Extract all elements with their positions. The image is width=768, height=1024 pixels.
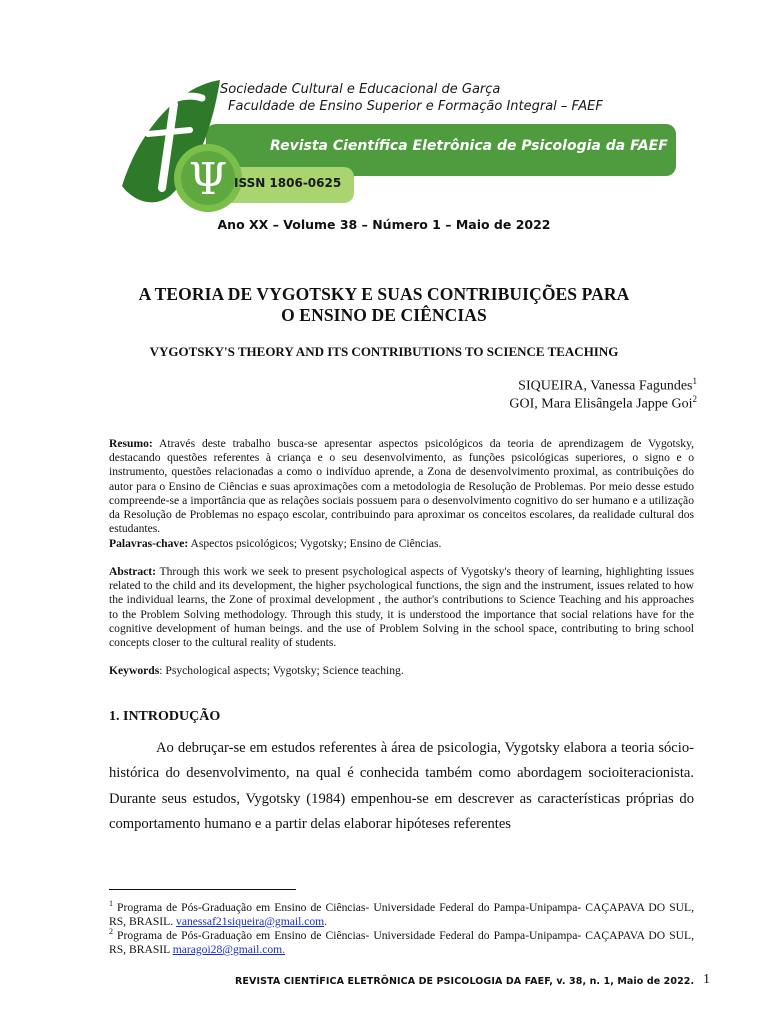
psi-glyph: Ψ	[188, 154, 228, 205]
abstract-label: Abstract:	[109, 565, 157, 578]
paper-title-line2: O ENSINO DE CIÊNCIAS	[281, 305, 487, 325]
footnote-end: .	[324, 914, 328, 928]
resumo-paragraph	[109, 437, 694, 536]
issue-info: Ano XX – Volume 38 – Número 1 – Maio de 2022	[217, 217, 551, 232]
palavras-chave	[109, 537, 694, 551]
author-name: GOI, Mara Elisângela Jappe Goi	[509, 396, 693, 412]
footnote-mark: 1	[109, 899, 113, 908]
paper-title-english: VYGOTSKY'S THEORY AND ITS CONTRIBUTIONS TO SCIENCE TEACHING	[149, 344, 619, 359]
author-name: SIQUEIRA, Vanessa Fagundes	[518, 378, 693, 394]
palavras-chave-label: Palavras-chave:	[109, 537, 189, 550]
section-heading: 1. INTRODUÇÃO	[109, 709, 221, 724]
author-1	[518, 376, 697, 395]
abstract-paragraph	[109, 565, 694, 650]
email-link[interactable]: maragoi28@gmail.com.	[172, 942, 286, 956]
footnote-mark: 2	[692, 394, 697, 404]
issn-label: ISSN 1806-0625	[234, 176, 342, 190]
footnote-text: Programa de Pós-Graduação em Ensino de Ciências- Universidade Federal do Pampa-Unipampa- CAÇAPAVA DO SUL, RS, BRASIL.	[109, 900, 694, 928]
footnote-2	[109, 925, 694, 957]
keywords	[109, 664, 694, 678]
abstract-text: Through this work we seek to present psychological aspects of Vygotsky's theory of learning, highlighting issues related to the child and its development, the higher psychological functions, the sign and the instrument, issues related to how the individual learns, the Zone of proximal development , the author's contributions to Science Teaching and his approaches to the Problem Solving methodology. Through this study, it is understood the importance that social relations have for the cognitive development of human beings. and the use of Problem Solving in the school space, contributing to bring school concepts closer to the cultural reality of students.	[109, 565, 694, 650]
resumo-text: Através deste trabalho busca-se apresentar aspectos psicológicos da teoria de aprendizagem de Vygotsky, destacando questões referentes à criança e o seu desenvolvimento, as funções psicológicas superiores, o signo e o instrumento, questões relacionadas a como o indivíduo aprende, a Zona de desenvolvimento proximal, as contribuições do autor para o Ensino de Ciências e suas aproximações com a metodologia de Resolução de Problemas. Por meio desse estudo compreende-se a importância que as relações sociais possuem para o desenvolvimento cognitivo do ser humano e a utilização da Resolução de Problemas no espaço escolar, contribuindo para aproximar os conceitos escolares, da realidade cultural dos estudantes.	[109, 437, 695, 536]
footnote-mark: 1	[692, 376, 697, 386]
page-number: 1	[703, 972, 710, 987]
author-2	[509, 394, 697, 413]
footnote-mark: 2	[109, 927, 113, 936]
email-link[interactable]: vanessaf21siqueira@gmail.com	[176, 914, 325, 928]
faculty-name: Faculdade de Ensino Superior e Formação Integral – FAEF	[228, 99, 603, 114]
resumo-label: Resumo:	[109, 437, 153, 450]
body-paragraph: Ao debruçar-se em estudos referentes à área de psicologia, Vygotsky elabora a teoria sócio-histórica do desenvolvimento, na qual é conhecida também como abordagem socioiteracionista. Durante seus estudos, Vygotsky (1984) empenhou-se em descrever as características próprias do comportamento humano e a partir delas elaborar hipóteses referentes	[109, 740, 694, 832]
footnote-divider	[109, 889, 296, 890]
journal-banner	[110, 68, 690, 218]
journal-title: Revista Científica Eletrônica de Psicologia da FAEF	[270, 138, 668, 154]
palavras-chave-text: Aspectos psicológicos; Vygotsky; Ensino de Ciências.	[190, 537, 442, 550]
paper-title-line1: A TEORIA DE VYGOTSKY E SUAS CONTRIBUIÇÕES PARA	[138, 284, 630, 304]
running-footer: REVISTA CIENTÍFICA ELETRÔNICA DE PSICOLOGIA DA FAEF, v. 38, n. 1, Maio de 2022.	[235, 976, 695, 987]
footnote-text: Programa de Pós-Graduação em Ensino de Ciências- Universidade Federal do Pampa-Unipampa- CAÇAPAVA DO SUL, RS, BRASIL	[109, 928, 694, 956]
org-name: Sociedade Cultural e Educacional de Garça	[220, 82, 501, 97]
paper-title	[90, 284, 678, 326]
keywords-label: Keywords	[109, 664, 160, 677]
keywords-text: : Psychological aspects; Vygotsky; Science teaching.	[159, 664, 404, 677]
